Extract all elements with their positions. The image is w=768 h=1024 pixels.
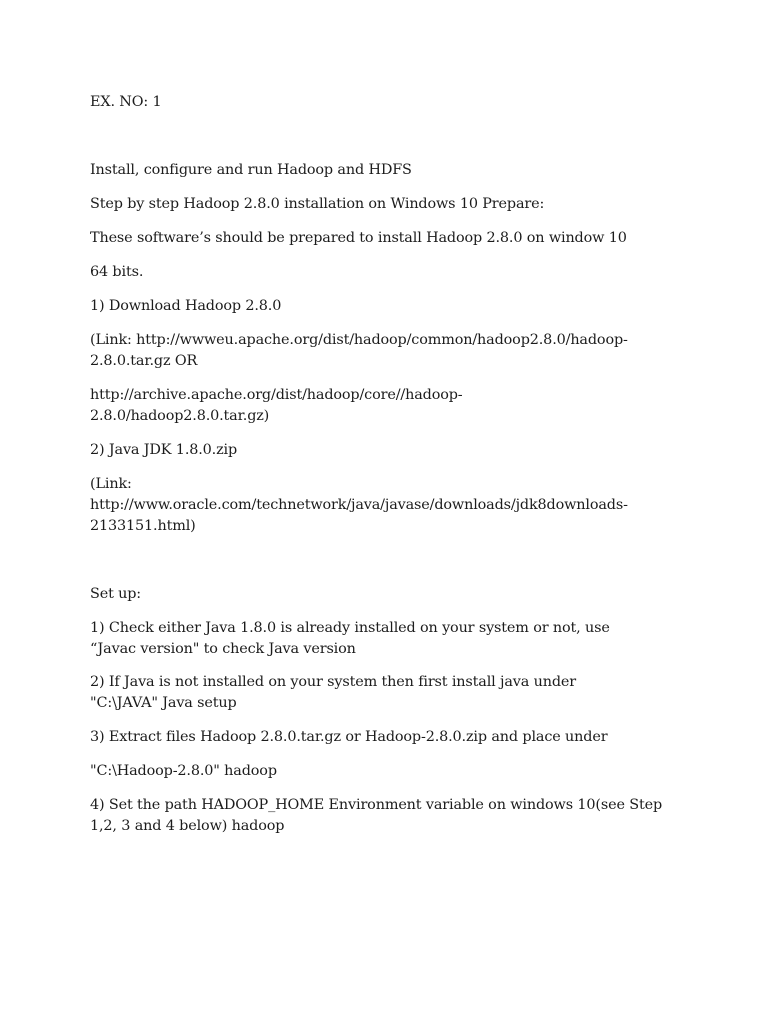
hadoop-alt-link: http://archive.apache.org/dist/hadoop/core//hadoop- bbox=[90, 387, 463, 403]
setup-step-1: 1) Check either Java 1.8.0 is already installed on your system or not, use bbox=[90, 620, 610, 636]
java-link: 2133151.html) bbox=[90, 518, 196, 534]
java-link: http://www.oracle.com/technetwork/java/javase/downloads/jdk8downloads- bbox=[90, 497, 628, 513]
setup-step-4: 4) Set the path HADOOP_HOME Environment variable on windows 10(see Step bbox=[90, 797, 663, 813]
setup-step-2: "C:\JAVA" Java setup bbox=[90, 695, 237, 711]
hadoop-alt-link: 2.8.0/hadoop2.8.0.tar.gz) bbox=[90, 408, 270, 424]
prepare-text: 64 bits. bbox=[90, 264, 144, 280]
hadoop-link: (Link: http://wwweu.apache.org/dist/hadoop/common/hadoop2.8.0/hadoop- bbox=[90, 332, 628, 348]
setup-heading: Set up: bbox=[90, 586, 142, 602]
setup-step-3: "C:\Hadoop-2.8.0" hadoop bbox=[90, 763, 277, 779]
document-title: Install, configure and run Hadoop and HDFS bbox=[90, 162, 412, 178]
setup-step-4: 1,2, 3 and 4 below) hadoop bbox=[90, 818, 285, 834]
setup-step-2: 2) If Java is not installed on your system then first install java under bbox=[90, 674, 577, 690]
prepare-text: These software’s should be prepared to install Hadoop 2.8.0 on window 10 bbox=[90, 230, 627, 246]
intro-text: Step by step Hadoop 2.8.0 installation on Windows 10 Prepare: bbox=[90, 196, 545, 212]
download-item-hadoop: 1) Download Hadoop 2.8.0 bbox=[90, 298, 282, 314]
exercise-number: EX. NO: 1 bbox=[90, 94, 162, 110]
setup-step-3: 3) Extract files Hadoop 2.8.0.tar.gz or Hadoop-2.8.0.zip and place under bbox=[90, 729, 608, 745]
java-link: (Link: bbox=[90, 476, 132, 492]
download-item-java: 2) Java JDK 1.8.0.zip bbox=[90, 442, 238, 458]
hadoop-link: 2.8.0.tar.gz OR bbox=[90, 353, 198, 369]
setup-step-1: “Javac version" to check Java version bbox=[90, 641, 356, 657]
